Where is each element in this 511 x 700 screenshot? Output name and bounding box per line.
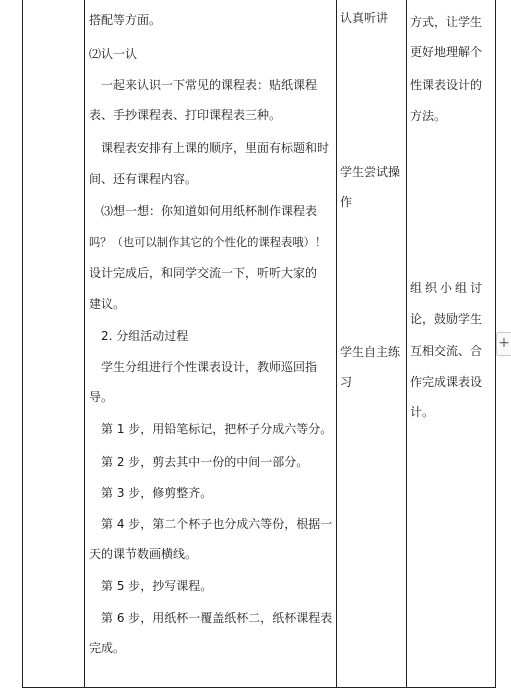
intent-line: 性课表设计的: [410, 78, 483, 92]
table-border-bottom: [22, 687, 496, 688]
process-line: 一起来认识一下常见的课程表：贴纸课程: [101, 78, 318, 92]
process-line: 吗？（也可以制作其它的个性化的课程表哦）！: [89, 236, 327, 249]
student-line: 认真听讲: [340, 11, 389, 25]
process-line: 第 3 步，修剪整齐。: [101, 486, 213, 500]
intent-line: 组织小组讨: [410, 281, 486, 295]
process-line: 第 6 步，用纸杯一覆盖纸杯二，纸杯课程表: [101, 611, 333, 625]
intent-line: 作完成课表设: [410, 375, 483, 389]
process-line: ⑶想一想：你知道如何用纸杯制作课程表: [101, 204, 318, 218]
column-divider-3: [406, 0, 407, 688]
process-line: 课程表安排有上课的顺序，里面有标题和时: [101, 141, 330, 155]
plus-icon: +: [498, 335, 510, 351]
student-line: 学生自主练: [340, 345, 401, 359]
process-line: 第 2 步，剪去其中一份的中间一部分。: [101, 455, 309, 469]
table-border-left: [22, 0, 23, 688]
process-line: 表、手抄课程表、打印课程表三种。: [89, 108, 282, 122]
process-line: 学生分组进行个性课表设计，教师巡回指: [101, 360, 318, 374]
intent-line: 方式，让学生: [410, 15, 483, 29]
intent-line: 方法。: [410, 109, 447, 123]
intent-line: 互相交流、合: [410, 344, 483, 358]
intent-line: 计。: [410, 405, 435, 419]
process-line: 建议。: [89, 297, 126, 311]
process-line: 2. 分组活动过程: [101, 329, 189, 343]
process-line: 间、还有课程内容。: [89, 172, 198, 186]
process-line: 第 5 步，抄写课程。: [101, 579, 213, 593]
student-line: 作: [340, 195, 353, 209]
process-line: 第 1 步，用铅笔标记，把杯子分成六等分。: [101, 422, 333, 436]
intent-line: 论，鼓励学生: [410, 312, 483, 326]
student-line: 习: [340, 375, 353, 389]
process-line: 设计完成后，和同学交流一下，听听大家的: [89, 266, 318, 280]
process-line: 导。: [89, 390, 114, 404]
process-line: 完成。: [89, 641, 126, 655]
column-divider-2: [336, 0, 337, 688]
column-divider-1: [84, 0, 85, 688]
process-line: ⑵认一认: [89, 47, 138, 61]
process-line: 天的课节数画横线。: [89, 547, 198, 561]
process-line: 第 4 步，第二个杯子也分成六等份，根据一: [101, 517, 333, 531]
process-line: 搭配等方面。: [89, 13, 162, 27]
add-row-button[interactable]: [496, 332, 511, 356]
intent-line: 更好地理解个: [410, 45, 483, 59]
student-line: 学生尝试操: [340, 165, 401, 179]
